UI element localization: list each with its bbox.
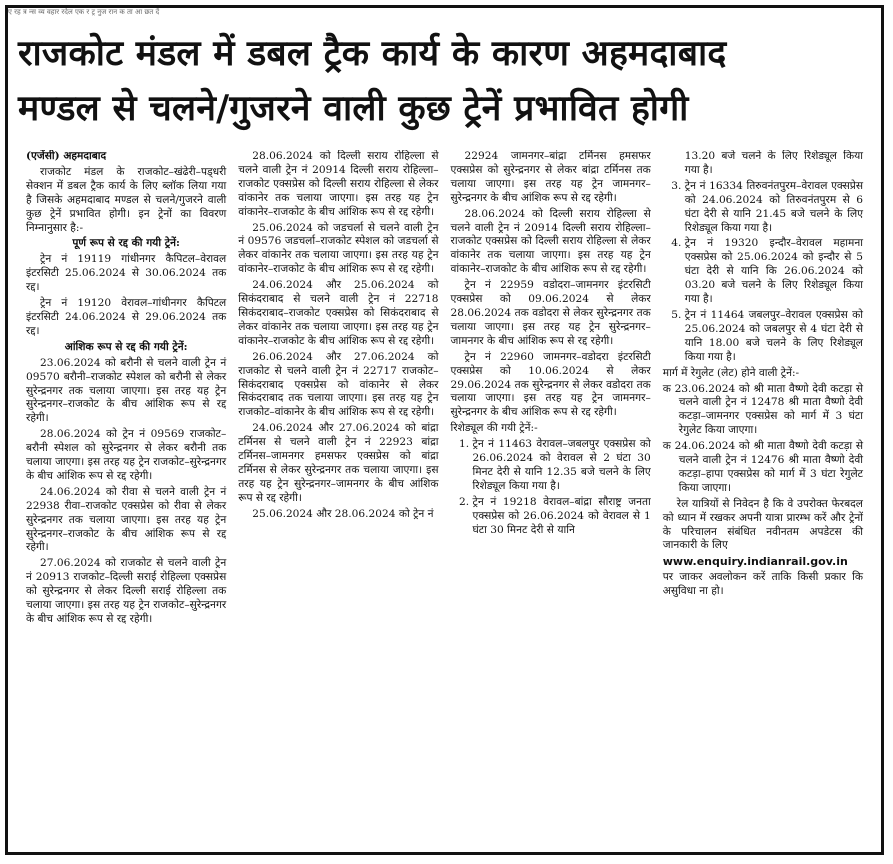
list-item: 3. ट्रेन नं 16334 तिरुवनंतपुरम–वेरावल एक्सप्रेस को 24.06.2024 को तिरुवनंतपुरम से 6 घंटा देरी से यानि 21.45 बजे चलने के लिए रिशेड्यूल किया गया है।: [685, 180, 863, 236]
paragraph: ट्रेन नं 19119 गांधीनगर कैपिटल–वेरावल इंटरसिटी 25.06.2024 से 30.06.2024 तक रद्द।: [26, 253, 227, 294]
subheading-full-cancel: पूर्ण रूप से रद्द की गयी ट्रेनें:: [72, 237, 180, 250]
column-3: [445, 150, 657, 842]
article-columns: [20, 150, 869, 842]
paragraph: 13.20 बजे चलने के लिए रिशेड्यूल किया गया है।: [684, 150, 863, 176]
top-cut-text: ए रह त्र न्स व्य वहार रदेल एक र ट्र नुज रान क ता आ छत दें: [8, 8, 160, 16]
paragraph: 24.06.2024 और 27.06.2024 को बांद्रा टर्मिनस से चलने वाली ट्रेन नं 22923 बांद्रा टर्मिनस–जामनगर हमसफर एक्सप्रेस को बांद्रा टर्मिनस से लेकर सुरेन्द्रनगर तक चलाया जाएगा। इस तरह यह ट्रेन सुरेन्द्रनगर–जामनगर के बीच आंशिक रूप से रद्द रहेगी।: [238, 422, 439, 504]
list-item: 5. ट्रेन नं 11464 जबलपुर–वेरावल एक्सप्रेस को 25.06.2024 को जबलपुर से 4 घंटा देरी से यानि 18.00 बजे चलने के लिए रिशेड्यूल किया गया है।: [685, 309, 863, 365]
paragraph: 27.06.2024 को राजकोट से चलने वाली ट्रेन नं 20913 राजकोट–दिल्ली सराई रोहिल्ला एक्सप्रेस को सुरेन्द्रनगर से लेकर दिल्ली सराई रोहिल्ला तक चलाया जाएगा। इस तरह यह ट्रेन राजकोट–सुरेन्द्रनगर के बीच आंशिक रूप से रद्द रहेगी।: [26, 557, 227, 625]
agency-dateline: (एजेंसी) अहमदाबाद: [26, 150, 107, 162]
subheading-regulated: मार्ग में रेगुलेट (लेट) होने वाली ट्रेनें:-: [662, 366, 800, 379]
paragraph: 25.06.2024 और 28.06.2024 को ट्रेन नं: [252, 507, 434, 520]
headline-line-2: मण्डल से चलने/गुजरने वाली कुछ ट्रेनें प्रभावित होगी: [18, 88, 689, 129]
paragraph: ट्रेन नं 22959 वडोदरा–जामनगर इंटरसिटी एक्सप्रेस को 09.06.2024 से लेकर 28.06.2024 तक वडोदरा से लेकर सुरेन्द्रनगर तक चलाया जाएगा। इस तरह यह ट्रेन सुरेन्द्रनगर–जामनगर के बीच आंशिक रूप से रद्द रहेगी।: [450, 279, 651, 347]
list-item: 2. ट्रेन नं 19218 वेरावल–बांद्रा सौराष्ट्र जनता एक्सप्रेस को 26.06.2024 को वेरावल से 1 घंटा 30 मिनट देरी से यानि: [473, 496, 651, 538]
paragraph: 25.06.2024 को जडचर्ला से चलने वाली ट्रेन नं 09576 जडचर्ला–राजकोट स्पेशल को जडचर्ला से लेकर वांकानेर तक चलाया जाएगा। इस तरह यह ट्रेन वांकानेर–राजकोट के बीच आंशिक रूप से रद्द रहेगी।: [238, 221, 439, 276]
subheading-rescheduled: रिशेड्यूल की गयी ट्रेनें:-: [450, 422, 538, 435]
rescheduled-list: [451, 438, 651, 537]
paragraph: 24.06.2024 को रीवा से चलने वाली ट्रेन नं 22938 रीवा–राजकोट एक्सप्रेस को रीवा से लेकर सुरेन्द्रनगर तक चलाया जाएगा। इस तरह यह ट्रेन सुरेन्द्रनगर–राजकोट के बीच आंशिक रूप से रद्द रहेगी।: [26, 485, 227, 554]
intro-paragraph: राजकोट मंडल के राजकोट–खंढेरी–पड्धरी सेक्शन में डबल ट्रैक कार्य के लिए ब्लॉक लिया गया है जिसके अहमदाबाद मण्डल से चलने/गुजरने वाली कुछ ट्रेनें प्रभावित होगी। इन ट्रेनों का विवरण निम्नानुसार है:-: [26, 165, 227, 234]
paragraph: 28.06.2024 को ट्रेन नं 09569 राजकोट–बरौनी स्पेशल को सुरेन्द्रनगर से लेकर बरौनी तक चलाया जाएगा। इस तरह यह ट्रेन राजकोट–सुरेन्द्रनगर के बीच आंशिक रूप से रद्द रहेगी।: [26, 428, 227, 482]
column-2: [232, 150, 444, 842]
paragraph: 28.06.2024 को दिल्ली सराय रोहिल्ला से चलने वाली ट्रेन नं 20914 दिल्ली सराय रोहिल्ला–राजकोट एक्सप्रेस को दिल्ली सराय रोहिल्ला से लेकर वांकानेर तक चलाया जाएगा। इस तरह यह ट्रेन वांकानेर–राजकोट के बीच आंशिक रूप से रद्द रहेगी।: [238, 150, 439, 218]
paragraph: 26.06.2024 और 27.06.2024 को राजकोट से चलने वाली ट्रेन नं 22717 राजकोट–सिकंदराबाद एक्सप्रेस को वांकानेर से लेकर सिकंदराबाद तक चलाया जाएगा। इस तरह यह ट्रेन राजकोट–वांकानेर के बीच आंशिक रूप से रद्द रहेगी।: [238, 350, 439, 419]
subheading-partial-cancel: आंशिक रूप से रद्द की गयी ट्रेनें:: [64, 340, 188, 353]
paragraph: 22924 जामनगर–बांद्रा टर्मिनस हमसफर एक्सप्रेस को सुरेन्द्रनगर से लेकर बांद्रा टर्मिनस तक चलाया जाएगा। इस तरह यह ट्रेन जामनगर–सुरेन्द्रनगर के बीच आंशिक रूप से रद्द रहेगी।: [450, 150, 651, 204]
paragraph: ट्रेन नं 19120 वेरावल–गांधीनगर कैपिटल इंटरसिटी 24.06.2024 से 29.06.2024 तक रद्द।: [26, 297, 227, 337]
paragraph: क 24.06.2024 को श्री माता वैष्णो देवी कटड़ा से चलने वाली ट्रेन नं 12476 श्री माता वैष्णो देवी कटड़ा–हापा एक्सप्रेस को मार्ग में 3 घंटा रेगुलेट किया जाएगा।: [662, 440, 863, 494]
paragraph: 28.06.2024 को दिल्ली सराय रोहिल्ला से चलने वाली ट्रेन नं 20914 दिल्ली सराय रोहिल्ला–राजकोट एक्सप्रेस को दिल्ली सराय रोहिल्ला से लेकर वांकानेर तक चलाया जाएगा। इस तरह यह ट्रेन वांकानेर–राजकोट के बीच आंशिक रूप से रद्द रहेगी।: [450, 207, 651, 276]
appeal-paragraph: रेल यात्रियों से निवेदन है कि वे उपरोक्त फेरबदल को ध्यान में रखकर अपनी यात्रा प्रारम्भ करें और ट्रेनों के परिचालन संबंधित नवीनतम अपडेटस की जानकारी के लिए: [662, 497, 863, 552]
list-item: 4. ट्रेन नं 19320 इन्दौर–वेरावल महामना एक्सप्रेस को 25.06.2024 को इन्दौर से 5 घंटा देरी से यानि कि 26.06.2024 को 03.20 बजे चलने के लिए रिशेड्यूल किया गया है।: [685, 237, 863, 307]
headline-line-1: राजकोट मंडल में डबल ट्रैक कार्य के कारण अहमदाबाद: [18, 33, 727, 74]
enquiry-url: www.enquiry.indianrail.gov.in: [662, 555, 848, 569]
closing-paragraph: पर जाकर अवलोकन करें ताकि किसी प्रकार कि असुविधा ना हो।: [662, 571, 863, 598]
paragraph: 23.06.2024 को बरौनी से चलने वाली ट्रेन नं 09570 बरौनी–राजकोट स्पेशल को बरौनी से लेकर सुरेन्द्रनगर तक चलाया जाएगा। इस तरह यह ट्रेन सुरेन्द्रनगर–राजकोट के बीच आंशिक रूप से रद्द रहेगी।: [26, 356, 227, 425]
rescheduled-list-cont: [663, 180, 863, 365]
paragraph: ट्रेन नं 22960 जामनगर–वडोदरा इंटरसिटी एक्सप्रेस को 10.06.2024 से लेकर 29.06.2024 तक सुरेन्द्रनगर से लेकर वडोदरा तक चलाया जाएगा। इस तरह यह ट्रेन जामनगर–सुरेन्द्रनगर के बीच आंशिक रूप से रद्द रहेगी।: [450, 350, 651, 419]
news-clipping: [5, 5, 884, 855]
paragraph: 24.06.2024 और 25.06.2024 को सिकंदराबाद से चलने वाली ट्रेन नं 22718 सिकंदराबाद–राजकोट एक्सप्रेस को सिकंदराबाद से लेकर वांकानेर तक चलाया जाएगा। इस तरह यह ट्रेन वांकानेर–राजकोट के बीच आंशिक रूप से रद्द रहेगी।: [238, 279, 439, 347]
column-1: [20, 150, 232, 842]
headline: [18, 26, 875, 136]
paragraph: क 23.06.2024 को श्री माता वैष्णो देवी कटड़ा से चलने वाली ट्रेन नं 12478 श्री माता वैष्णो देवी कटड़ा–जामनगर एक्सप्रेस को मार्ग में 3 घंटा रेगुलेट किया जाएगा।: [662, 382, 863, 437]
column-4: [657, 150, 869, 842]
list-item: 1. ट्रेन नं 11463 वेरावल–जबलपुर एक्सप्रेस को 26.06.2024 को वेरावल से 2 घंटा 30 मिनट देरी से यानि 12.35 बजे चलने के लिए रिशेड्यूल किया गया है।: [473, 438, 651, 494]
